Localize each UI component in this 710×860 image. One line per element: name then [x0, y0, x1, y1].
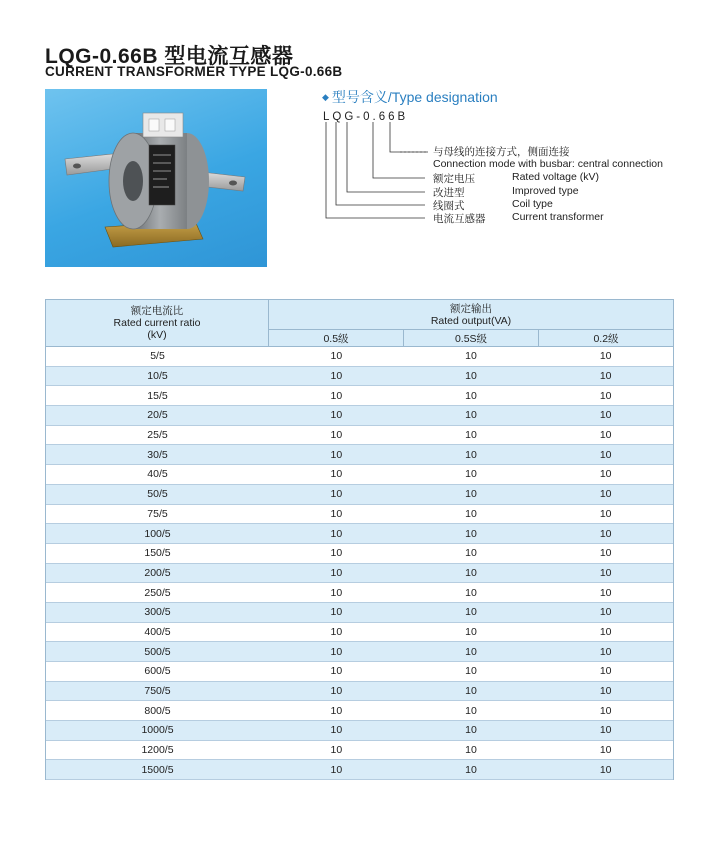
cell-ratio: 600/5 [144, 665, 171, 678]
cell-ratio: 10/5 [147, 370, 168, 383]
page-subtitle: CURRENT TRANSFORMER TYPE LQG-0.66B [45, 64, 343, 79]
header-class: 0.5级 [269, 330, 404, 346]
cell-output: 10 [599, 724, 612, 737]
cell-output: 10 [465, 370, 477, 383]
cell-output: 10 [330, 566, 343, 579]
cell-output: 10 [330, 547, 343, 560]
cell-output: 10 [330, 370, 343, 383]
cell-ratio: 25/5 [147, 429, 168, 442]
table-row [46, 406, 673, 426]
cell-output: 10 [465, 350, 477, 363]
cell-output: 10 [599, 389, 612, 402]
designation-item-cn: 改进型 [433, 187, 465, 199]
cell-output: 10 [330, 724, 343, 737]
page-title: LQG-0.66B 型电流互感器 [45, 45, 294, 68]
cell-output: 10 [330, 507, 343, 520]
table-row [46, 721, 673, 741]
table-row [46, 505, 673, 525]
cell-output: 10 [599, 350, 612, 363]
designation-item-en: Rated voltage (kV) [512, 171, 599, 183]
designation-item-cn: 电流互感器 [433, 213, 486, 225]
header-class: 0.2级 [593, 332, 619, 345]
cell-ratio: 250/5 [144, 586, 171, 599]
designation-item-cn: 与母线的连接方式，侧面连接 [433, 146, 570, 158]
cell-output: 10 [330, 448, 343, 461]
cell-output: 10 [599, 586, 612, 599]
cell-output: 10 [599, 763, 612, 776]
cell-output: 10 [599, 665, 612, 678]
cell-output: 10 [465, 586, 477, 599]
cell-output: 10 [465, 566, 477, 579]
table-row [46, 564, 673, 584]
header-current-ratio: 额定电流比 Rated current ratio (kV) [46, 300, 269, 346]
cell-output: 10 [465, 763, 477, 776]
designation-item-cn: 额定电压 [433, 173, 475, 185]
cell-ratio: 400/5 [144, 625, 171, 638]
table-row [46, 426, 673, 446]
cell-ratio: 5/5 [150, 350, 165, 363]
cell-ratio: 1000/5 [141, 724, 174, 737]
cell-output: 10 [599, 468, 612, 481]
cell-output: 10 [599, 547, 612, 560]
cell-output: 10 [465, 468, 477, 481]
cell-output: 10 [465, 704, 477, 717]
cell-output: 10 [465, 488, 477, 501]
table-row [46, 367, 673, 387]
table-row [46, 445, 673, 465]
table-row [46, 623, 673, 643]
cell-output: 10 [330, 586, 343, 599]
product-photo [45, 89, 267, 267]
cell-output: 10 [330, 606, 343, 619]
cell-output: 10 [330, 429, 343, 442]
designation-lines [320, 122, 680, 232]
cell-output: 10 [599, 645, 612, 658]
table-row [46, 682, 673, 702]
cell-output: 10 [599, 744, 612, 757]
cell-output: 10 [465, 685, 477, 698]
header-rated-output: 额定输出 Rated output(VA) [269, 300, 673, 330]
table-row [46, 347, 673, 367]
cell-ratio: 40/5 [147, 468, 168, 481]
cell-ratio: 75/5 [147, 507, 168, 520]
cell-ratio: 200/5 [144, 566, 171, 579]
table-row [46, 485, 673, 505]
cell-output: 10 [599, 527, 612, 540]
model-code: LQG-0.66B [323, 111, 409, 123]
cell-output: 10 [599, 429, 612, 442]
cell-output: 10 [465, 409, 477, 422]
table-header [46, 300, 673, 347]
cell-output: 10 [465, 448, 477, 461]
cell-output: 10 [599, 488, 612, 501]
table-row [46, 544, 673, 564]
cell-output: 10 [330, 350, 343, 363]
cell-output: 10 [330, 744, 343, 757]
cell-output: 10 [330, 468, 343, 481]
cell-output: 10 [599, 507, 612, 520]
cell-ratio: 100/5 [144, 527, 171, 540]
table-row [46, 465, 673, 485]
cell-ratio: 1500/5 [141, 763, 174, 776]
cell-output: 10 [465, 744, 477, 757]
cell-ratio: 500/5 [144, 645, 171, 658]
cell-output: 10 [330, 625, 343, 638]
cell-output: 10 [465, 625, 477, 638]
cell-output: 10 [599, 704, 612, 717]
table-row [46, 524, 673, 544]
designation-item-en: Improved type [512, 185, 579, 197]
cell-output: 10 [330, 763, 343, 776]
table-row [46, 701, 673, 721]
table-row [46, 642, 673, 662]
cell-output: 10 [465, 527, 477, 540]
cell-output: 10 [465, 547, 477, 560]
cell-output: 10 [465, 645, 477, 658]
cell-output: 10 [330, 645, 343, 658]
table-row [46, 760, 673, 780]
cell-output: 10 [465, 665, 477, 678]
cell-output: 10 [330, 704, 343, 717]
diamond-icon: ◆ [322, 92, 329, 102]
cell-output: 10 [330, 409, 343, 422]
designation-title: ◆ 型号含义/Type designation [322, 89, 498, 105]
designation-legend [320, 122, 680, 232]
cell-output: 10 [465, 389, 477, 402]
cell-ratio: 750/5 [144, 685, 171, 698]
designation-item-cn: 线圈式 [433, 200, 465, 212]
cell-output: 10 [330, 665, 343, 678]
table-row [46, 603, 673, 623]
cell-ratio: 300/5 [144, 606, 171, 619]
cell-output: 10 [465, 429, 477, 442]
cell-output: 10 [599, 370, 612, 383]
table-body [46, 347, 673, 780]
designation-item-en: Coil type [512, 198, 553, 210]
cell-output: 10 [330, 527, 343, 540]
designation-item-en: Connection mode with busbar: central connection [433, 158, 663, 170]
cell-output: 10 [465, 724, 477, 737]
cell-output: 10 [465, 507, 477, 520]
cell-ratio: 1200/5 [141, 744, 174, 757]
rated-output-table [45, 299, 674, 780]
table-row [46, 583, 673, 603]
table-row [46, 741, 673, 761]
cell-output: 10 [465, 606, 477, 619]
cell-output: 10 [599, 566, 612, 579]
designation-item-en: Current transformer [512, 211, 604, 223]
cell-output: 10 [599, 625, 612, 638]
cell-ratio: 800/5 [144, 704, 171, 717]
cell-ratio: 20/5 [147, 409, 168, 422]
cell-output: 10 [330, 389, 343, 402]
cell-output: 10 [330, 488, 343, 501]
cell-output: 10 [599, 685, 612, 698]
table-row [46, 386, 673, 406]
cell-output: 10 [330, 685, 343, 698]
cell-ratio: 50/5 [147, 488, 168, 501]
cell-ratio: 15/5 [147, 389, 168, 402]
cell-ratio: 30/5 [147, 448, 168, 461]
cell-ratio: 150/5 [144, 547, 171, 560]
header-class: 0.5S级 [404, 330, 539, 346]
cell-output: 10 [599, 448, 612, 461]
table-row [46, 662, 673, 682]
cell-output: 10 [599, 606, 612, 619]
cell-output: 10 [599, 409, 612, 422]
